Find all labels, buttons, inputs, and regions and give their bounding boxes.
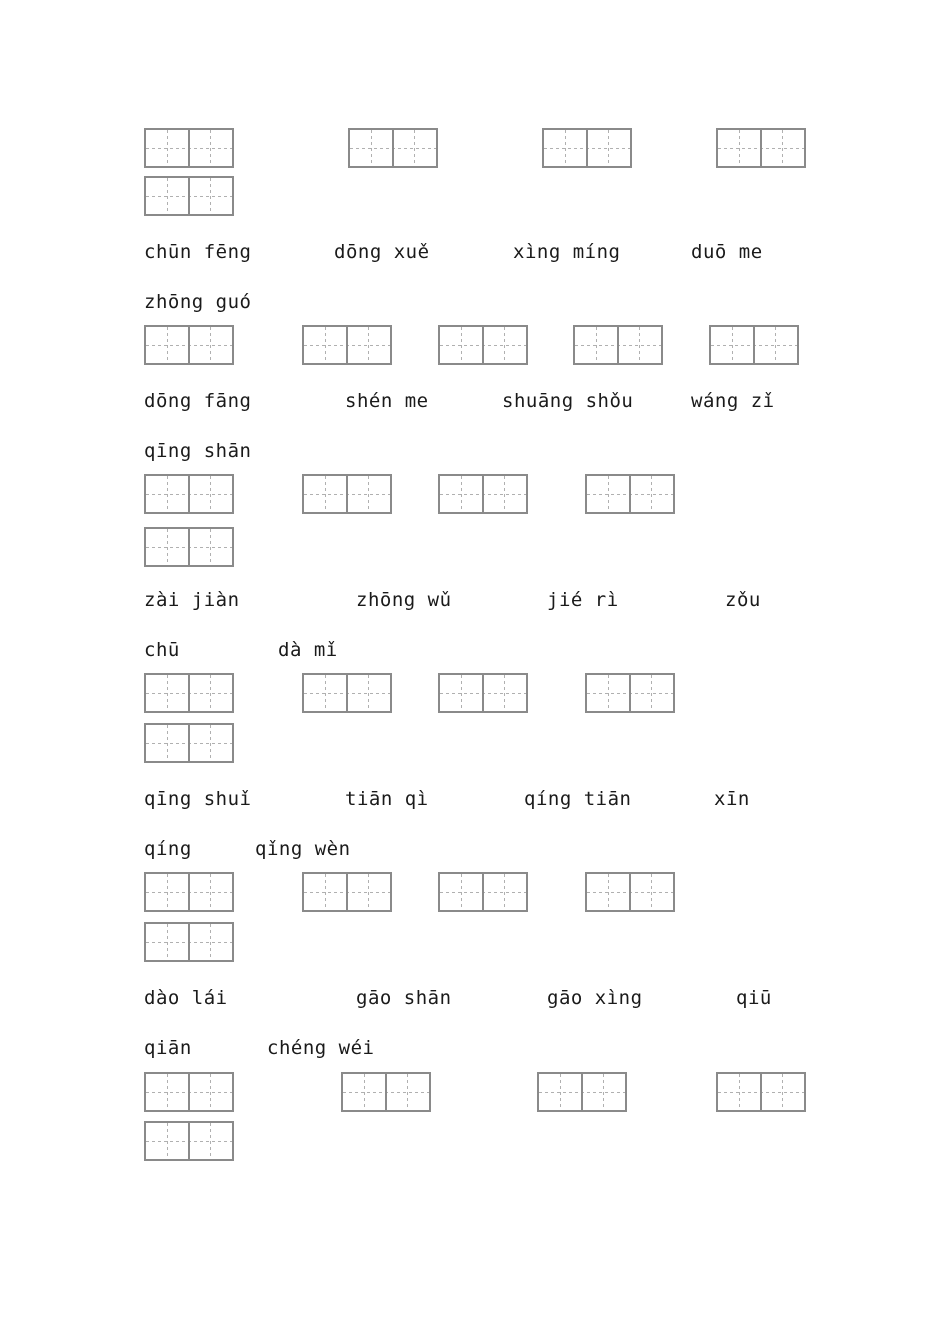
pinyin-text: zhōng guó — [144, 291, 252, 313]
writing-grid — [542, 128, 632, 168]
writing-grid — [302, 474, 392, 514]
pinyin-text: chū — [144, 639, 180, 661]
writing-grid — [709, 325, 799, 365]
writing-grid — [348, 128, 438, 168]
pinyin-text: zhōng wǔ — [356, 589, 452, 611]
writing-grid — [144, 673, 234, 713]
writing-grid — [144, 922, 234, 962]
pinyin-text: gāo shān — [356, 987, 452, 1009]
pinyin-text: shén me — [345, 390, 429, 412]
writing-grid — [585, 673, 675, 713]
pinyin-text: qiū — [736, 987, 772, 1009]
writing-grid — [144, 872, 234, 912]
writing-grid — [585, 872, 675, 912]
writing-grid — [302, 872, 392, 912]
writing-grid — [716, 128, 806, 168]
writing-grid — [144, 1072, 234, 1112]
pinyin-text: dào lái — [144, 987, 228, 1009]
writing-grid — [144, 128, 234, 168]
pinyin-text: duō me — [691, 241, 763, 263]
writing-grid — [144, 325, 234, 365]
pinyin-text: jié rì — [547, 589, 619, 611]
pinyin-text: chéng wéi — [267, 1037, 375, 1059]
writing-grid — [144, 474, 234, 514]
pinyin-text: xìng míng — [513, 241, 621, 263]
pinyin-text: qīng shuǐ — [144, 788, 252, 810]
writing-grid — [537, 1072, 627, 1112]
writing-grid — [573, 325, 663, 365]
pinyin-text: qíng — [144, 838, 192, 860]
writing-grid — [585, 474, 675, 514]
pinyin-text: gāo xìng — [547, 987, 643, 1009]
writing-grid — [716, 1072, 806, 1112]
writing-grid — [144, 1121, 234, 1161]
writing-grid — [144, 723, 234, 763]
pinyin-text: wáng zǐ — [691, 390, 775, 412]
pinyin-text: qíng tiān — [524, 788, 632, 810]
writing-grid — [302, 673, 392, 713]
pinyin-text: qǐng wèn — [255, 838, 351, 860]
writing-grid — [144, 176, 234, 216]
pinyin-text: qiān — [144, 1037, 192, 1059]
writing-grid — [438, 474, 528, 514]
pinyin-text: dōng xuě — [334, 241, 430, 263]
pinyin-text: shuāng shǒu — [502, 390, 634, 412]
pinyin-text: tiān qì — [345, 788, 429, 810]
pinyin-text: xīn — [714, 788, 750, 810]
writing-grid — [341, 1072, 431, 1112]
pinyin-text: chūn fēng — [144, 241, 252, 263]
pinyin-text: qīng shān — [144, 440, 252, 462]
pinyin-text: dōng fāng — [144, 390, 252, 412]
pinyin-text: zǒu — [725, 589, 761, 611]
writing-grid — [438, 872, 528, 912]
pinyin-text: zài jiàn — [144, 589, 240, 611]
writing-grid — [438, 673, 528, 713]
writing-grid — [144, 527, 234, 567]
pinyin-text: dà mǐ — [278, 639, 338, 661]
writing-grid — [302, 325, 392, 365]
writing-grid — [438, 325, 528, 365]
